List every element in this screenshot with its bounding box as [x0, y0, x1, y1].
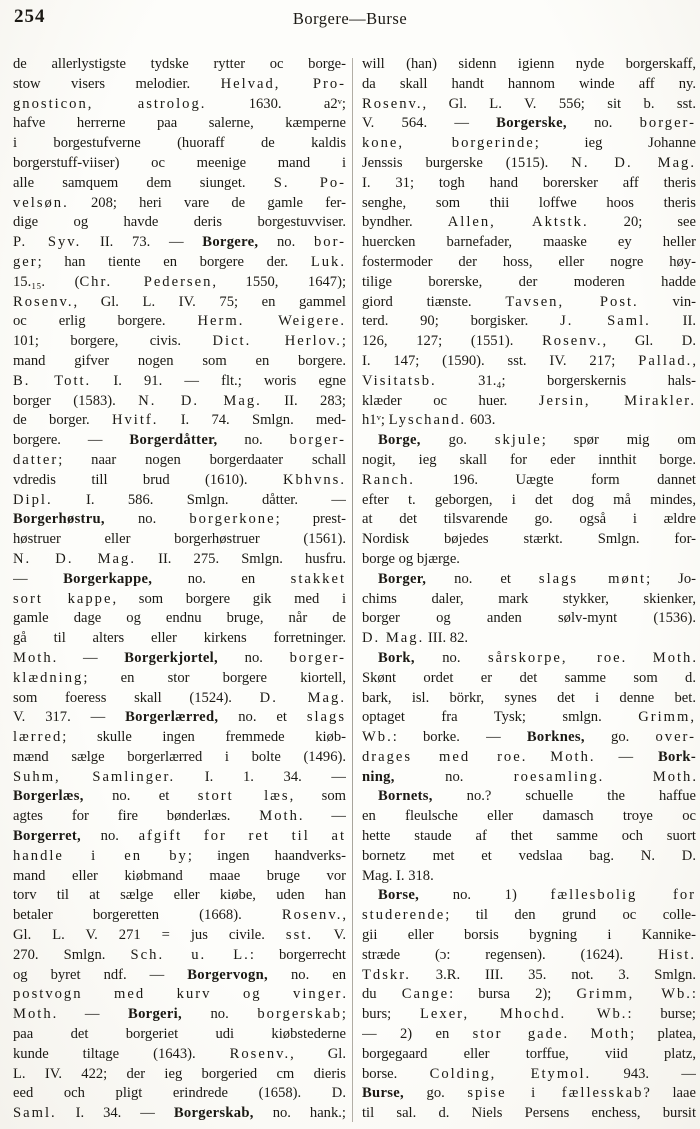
- spaced-text: Jersin, Mirakler.: [538, 392, 696, 409]
- spaced-text: Tavsen, Post.: [505, 293, 639, 310]
- text-line: borgere. — Borgerdåtter, no. borger-: [13, 432, 346, 449]
- text-line: Mag. I. 318.: [362, 867, 434, 884]
- spaced-text: velsøn.: [13, 194, 69, 211]
- text-line: V. 317. — Borgerlærred, no. et slags: [13, 709, 346, 726]
- text-line: du Cange: bursa 2); Grimm, Wb.:: [362, 986, 696, 1003]
- headword: Borgervogn,: [187, 966, 268, 983]
- spaced-text: Allen, Aktstk.: [447, 214, 589, 231]
- column-right: [362, 55, 696, 1124]
- spaced-text: sårskorpe, roe: [487, 649, 622, 666]
- spaced-text: gnosticon, astrolog.: [13, 95, 207, 112]
- spaced-text: bor-: [313, 234, 346, 251]
- headword: ning,: [362, 768, 395, 785]
- spaced-text: borger-: [289, 432, 346, 449]
- text-line: som foeress skall (1524). D. Mag.: [13, 689, 346, 706]
- text-line: Rosenv., Gl. L. V. 556; sit b. sst.: [362, 95, 696, 112]
- spaced-text: Moth: [550, 748, 590, 765]
- text-line: eed och pligt erindrede (1658). D.: [13, 1085, 346, 1102]
- text-line: handle i en by; ingen haandverks-: [13, 847, 346, 864]
- spaced-text: klædning: [13, 669, 84, 686]
- text-line: chims daler, mark stykker, skienker,: [362, 590, 696, 607]
- spaced-text: Herm. Weigere.: [197, 313, 346, 330]
- spaced-text: B. Tott.: [13, 372, 92, 389]
- spaced-text: D. Mag.: [259, 689, 346, 706]
- text-line: borger og anden sølv-mynt (1536).: [362, 610, 696, 627]
- text-line: nogit, ieg skall for eder innthit borge.: [362, 451, 696, 468]
- spaced-text: Rosenv.: [229, 1045, 291, 1062]
- spaced-text: N. D. Mag.: [571, 154, 696, 171]
- spaced-text: borgerkone: [189, 511, 276, 528]
- text-line: 101; borgere, civis. Dict. Herlov.;: [13, 333, 346, 350]
- text-line: will (han) sidenn igienn nyde borgerskaff,: [362, 56, 696, 72]
- text-line: og byret ndf. — Borgervogn, no. en: [13, 966, 346, 983]
- spaced-text: spise i fællesskab: [467, 1085, 644, 1102]
- text-line: da skall handt hannom winde aff ny.: [362, 75, 696, 92]
- spaced-text: sort kappe: [13, 590, 113, 607]
- text-line: Bork, no. sårskorpe, roe. Moth.: [378, 649, 696, 666]
- text-line: B. Tott. I. 91. — flt.; woris egne: [13, 372, 346, 389]
- text-line: N. D. Mag. II. 275. Smlgn. husfru.: [13, 550, 346, 567]
- text-line: hafve herrerne paa salerne, kæmperne: [13, 115, 346, 132]
- text-line: Rosenv., Gl. L. IV. 75; en gammel: [13, 293, 346, 310]
- text-line: dige og havde deris borgestuvviser.: [13, 214, 346, 231]
- text-line: klæder oc huer. Jersin, Mirakler.: [362, 392, 696, 409]
- headword: Borgere,: [202, 234, 259, 251]
- text-line: P. Syv. II. 73. — Borgere, no. bor-: [13, 234, 346, 251]
- text-line: fostermoder der hoss, eller nogre høy-: [362, 253, 696, 270]
- spaced-text: Moth: [652, 649, 693, 666]
- text-line: borgegaard eller torffue, viid platz,: [362, 1045, 696, 1062]
- headword: Borgerskab,: [173, 1105, 254, 1122]
- headword: Borse,: [378, 887, 420, 904]
- text-line: I. 31; togh hand borersker aff theris: [362, 174, 696, 191]
- text-line: høstruer eller borgerhøstruer (1561).: [13, 531, 346, 548]
- text-line: postvogn med kurv og vinger.: [13, 986, 346, 1003]
- text-line: kone, borgerinde; ieg Johanne: [362, 135, 696, 152]
- text-line: I. 147; (1590). sst. IV. 217; Pallad.,: [362, 352, 696, 369]
- headword: Bork-: [658, 748, 696, 765]
- spaced-text: Rosenv.: [13, 293, 74, 310]
- text-line: Ranch. 196. Uægte form dannet: [362, 471, 696, 488]
- text-line: giord tiænste. Tavsen, Post. vin-: [362, 293, 696, 310]
- text-line: Burse, go. spise i fællesskab? laae: [362, 1085, 696, 1102]
- spaced-text: drages med roe: [362, 748, 522, 765]
- text-line: Nordisk bøjedes stærkt. Smlgn. for-: [362, 531, 696, 548]
- text-line: burs; Lexer, Mhochd. Wb.: burse;: [362, 1006, 696, 1023]
- spaced-text: slags: [306, 709, 346, 726]
- spaced-text: slags mønt: [538, 570, 647, 587]
- spaced-text: Hvitf.: [111, 412, 159, 429]
- spaced-text: D. Mag.: [362, 630, 425, 647]
- spaced-text: borger-: [289, 649, 346, 666]
- headword: Borgerlæs,: [13, 788, 84, 805]
- text-line: til sal. d. Niels Persens enchess, bursit: [362, 1105, 696, 1122]
- headword: Burse,: [362, 1085, 404, 1102]
- spaced-text: skjule: [494, 432, 542, 449]
- text-line: gå til alters eller kirkens forretninger.: [13, 630, 346, 647]
- spaced-text: Colding, Etymol.: [429, 1065, 592, 1082]
- headword: Borgeri,: [128, 1006, 182, 1023]
- text-line: kunde tiltage (1643). Rosenv., Gl.: [13, 1045, 346, 1062]
- text-line: mand gifver nogen som en borgere.: [13, 352, 346, 369]
- text-line: Moth. — Borgerkjortel, no. borger-: [13, 649, 346, 666]
- text-line: L. IV. 422; der ieg borgeried cm dieris: [13, 1065, 346, 1082]
- text-line: Gl. L. V. 271 = jus civile. sst. V.: [13, 927, 346, 944]
- text-line: huercken barnefader, maaske ey heller: [362, 234, 696, 251]
- text-line: Borse, no. 1) fællesbolig for: [378, 887, 696, 904]
- spaced-text: borgerskab: [257, 1006, 342, 1023]
- text-line: — 2) en stor gade. Moth; platea,: [362, 1026, 696, 1043]
- spaced-text: Sch. u. L.: [130, 946, 250, 963]
- spaced-text: N. D. Mag.: [138, 392, 262, 409]
- spaced-text: Dipl.: [13, 491, 53, 508]
- column-left: [13, 55, 346, 1124]
- spaced-text: Ranch.: [362, 471, 415, 488]
- text-line: klædning; en stor borgere kiortell,: [13, 669, 346, 686]
- spaced-text: Chr. Pedersen: [79, 273, 213, 290]
- spaced-text: Suhm, Samlinger.: [13, 768, 176, 785]
- text-line: vdredis till brud (1610). Kbhvns.: [13, 471, 346, 488]
- text-line: gii eller borsis bygning i Kannike-: [362, 927, 696, 944]
- spaced-text: studerende: [362, 907, 446, 924]
- spaced-text: Cange: [401, 986, 450, 1003]
- text-line: V. 564. — Borgerske, no. borger-: [362, 115, 696, 132]
- text-line: gamle dage og endnu bruge, når de: [13, 610, 346, 627]
- text-line: borger (1583). N. D. Mag. II. 283;: [13, 392, 346, 409]
- text-line: lærred; skulle ingen fremmede kiøb-: [13, 729, 346, 746]
- spaced-text: over-: [655, 729, 696, 746]
- text-line: Bornets, no.? schuelle the haffue: [378, 788, 696, 805]
- headword: Bornets,: [378, 788, 433, 805]
- text-line: bornetz met et vedslaa bag. N. D.: [362, 847, 696, 864]
- text-line: bark, isl. börkr, synes det i denne bet.: [362, 689, 696, 706]
- running-head: Borgere—Burse: [292, 9, 408, 28]
- spaced-text: Dict. Herlov.: [212, 333, 342, 350]
- spaced-text: stort læs: [197, 788, 290, 805]
- spaced-text: Saml.: [13, 1105, 57, 1122]
- text-line: borge og bjærge.: [362, 550, 460, 567]
- spaced-text: N. D. Mag.: [13, 550, 136, 567]
- text-line: stræde (ɔ: regensen). (1624). Hist.: [362, 946, 696, 963]
- text-line: ger; han tiente en borgere der. Luk.: [13, 253, 346, 270]
- text-line: mand eller kiøbmand maae bruge vor: [13, 867, 346, 884]
- spaced-text: Lyschand.: [388, 412, 467, 429]
- spaced-text: Helvad, Pro-: [220, 75, 346, 92]
- text-line: byndher. Allen, Aktstk. 20; see: [362, 214, 696, 231]
- text-line: Visitatsb. 31.₄; borgerskernis hals-: [362, 372, 696, 389]
- headword: Borger,: [378, 570, 427, 587]
- text-line: agtes for fire bønderlæs. Moth. —: [13, 808, 346, 825]
- spaced-text: postvogn med kurv og vinger: [13, 986, 343, 1003]
- text-line: — Borgerkappe, no. en stakket: [13, 570, 346, 587]
- text-line: de borger. Hvitf. I. 74. Smlgn. med-: [13, 412, 346, 429]
- headword: Borgerkjortel,: [124, 649, 218, 666]
- spaced-text: Grimm,: [638, 709, 696, 726]
- text-line: en fleulsche eller damasch troye oc: [362, 808, 696, 825]
- text-line: alle samquem dem siunget. S. Po-: [13, 174, 346, 191]
- text-line: Suhm, Samlinger. I. 1. 34. —: [13, 768, 346, 785]
- text-line: ning, no. roesamling. Moth.: [362, 768, 696, 785]
- spaced-text: stor gade: [472, 1026, 564, 1043]
- text-line: Borger, no. et slags mønt; Jo-: [378, 570, 696, 587]
- headword: Borgerret,: [13, 828, 81, 845]
- spaced-text: ger: [13, 253, 38, 270]
- spaced-text: lærred: [13, 729, 63, 746]
- spaced-text: Visitatsb.: [362, 372, 437, 389]
- text-line: Moth. — Borgeri, no. borgerskab;: [13, 1006, 346, 1023]
- spaced-text: Rosenv.: [362, 95, 423, 112]
- text-line: hette staude af thet samme och suort: [362, 828, 696, 845]
- text-line: betaler borgeretten (1668). Rosenv.,: [13, 907, 346, 924]
- spaced-text: borger-: [639, 115, 696, 132]
- text-line: senghe, som thii loffwe hoos theris: [362, 194, 696, 211]
- text-line: h1ᵛ; Lyschand. 603.: [362, 412, 496, 429]
- text-line: Borgerhøstru, no. borgerkone; prest-: [13, 511, 346, 528]
- text-line: drages med roe. Moth. — Bork-: [362, 748, 696, 765]
- text-line: borgerstuff-viiser) oc meenige mand i: [13, 154, 346, 171]
- spaced-text: Kbhvns.: [282, 471, 346, 488]
- spaced-text: Luk.: [310, 253, 346, 270]
- text-line: studerende; til den grund oc colle-: [362, 907, 696, 924]
- text-line: oc erlig borgere. Herm. Weigere.: [13, 313, 346, 330]
- text-line: velsøn. 208; heri vare de gamle fer-: [13, 194, 346, 211]
- text-line: Saml. I. 34. — Borgerskab, no. hank.;: [13, 1105, 346, 1122]
- text-line: borse. Colding, Etymol. 943. —: [362, 1065, 696, 1082]
- spaced-text: S. Po-: [273, 174, 346, 191]
- headword: Bork,: [378, 649, 415, 666]
- text-line: Jenssis burgerske (1515). N. D. Mag.: [362, 154, 696, 171]
- spaced-text: Hist.: [658, 946, 696, 963]
- spaced-text: roesamling: [513, 768, 599, 785]
- text-line: stow visers melodier. Helvad, Pro-: [13, 75, 346, 92]
- text-line: D. Mag. III. 82.: [362, 630, 469, 647]
- text-line: Borgerlæs, no. et stort læs, som: [13, 788, 346, 805]
- text-line: Skønt ordet er det samme som d.: [362, 669, 696, 686]
- text-line: optaget fra Tysk; smlgn. Grimm,: [362, 709, 696, 726]
- spaced-text: Grimm, Wb.: [576, 986, 692, 1003]
- spaced-text: handle i en by: [13, 847, 188, 864]
- headword: Borgerkappe,: [63, 570, 153, 587]
- headword: Borge,: [378, 432, 421, 449]
- text-line: i borgestufverne (huoraff de kaldis: [13, 135, 346, 152]
- spaced-text: Moth: [13, 649, 53, 666]
- text-line: paa det borgeriet udi kiøbstederne: [13, 1026, 346, 1043]
- spaced-text: Rosenv.: [542, 333, 603, 350]
- headword: Borgerske,: [496, 115, 567, 132]
- spaced-text: fællesbolig for: [550, 887, 696, 904]
- spaced-text: stakket: [290, 570, 346, 587]
- spaced-text: P. Syv.: [13, 234, 82, 251]
- spaced-text: Moth: [13, 1006, 53, 1023]
- text-line: datter; naar nogen borgerdaater schall: [13, 451, 346, 468]
- text-line: 15.₁₅. (Chr. Pedersen, 1550, 1647);: [13, 273, 346, 290]
- text-line: torv til at sælge eller kiøbe, uden han: [13, 887, 346, 904]
- text-line: 126, 127; (1551). Rosenv., Gl. D.: [362, 333, 696, 350]
- text-line: de allerlystigste tydske rytter oc borge-: [13, 56, 346, 72]
- spaced-text: Lexer, Mhochd. Wb.: [420, 1006, 628, 1023]
- text-line: tilige borerske, der moderen hadde: [362, 273, 696, 290]
- text-line: Tdskr. 3.R. III. 35. not. 3. Smlgn.: [362, 966, 696, 983]
- headword: Borgerhøstru,: [13, 511, 105, 528]
- spaced-text: Moth: [652, 768, 693, 785]
- spaced-text: datter: [13, 451, 59, 468]
- spaced-text: Tdskr.: [362, 966, 411, 983]
- text-line: terd. 90; borgisker. J. Saml. II.: [362, 313, 696, 330]
- text-line: Borgerret, no. afgift for ret til at: [13, 828, 346, 845]
- text-line: 270. Smlgn. Sch. u. L.: borgerrecht: [13, 946, 346, 963]
- text-line: sort kappe, som borgere gik med i: [13, 590, 346, 607]
- text-line: at det tilsvarende go. også i ældre: [362, 511, 696, 528]
- spaced-text: Rosenv.: [281, 907, 343, 924]
- headword: Borgerlærred,: [125, 709, 219, 726]
- spaced-text: kone, borgerinde: [362, 135, 535, 152]
- text-line: Borge, go. skjule; spør mig om: [378, 432, 696, 449]
- spaced-text: J. Saml.: [560, 313, 651, 330]
- spaced-text: Moth: [590, 1026, 631, 1043]
- headword: Borgerdåtter,: [129, 432, 218, 449]
- text-line: mænd sælge borgerlærred i bolte (1496).: [13, 748, 346, 765]
- spaced-text: Moth: [259, 808, 299, 825]
- headword: Borknes,: [526, 729, 585, 746]
- column-divider-rule: [352, 58, 353, 1122]
- text-line: Dipl. I. 586. Smlgn. dåtter. —: [13, 491, 346, 508]
- text-line: gnosticon, astrolog. 1630. a2ᵛ;: [13, 95, 346, 112]
- spaced-text: sst.: [285, 927, 313, 944]
- text-line: Wb.: borke. — Borknes, go. over-: [362, 729, 696, 746]
- spaced-text: Pallad.: [638, 352, 693, 369]
- text-line: efter t. geborgen, i det dog må mindes,: [362, 491, 696, 508]
- page-number: 254: [14, 6, 46, 27]
- spaced-text: Wb.: [362, 729, 393, 746]
- spaced-text: afgift for ret til at: [138, 828, 346, 845]
